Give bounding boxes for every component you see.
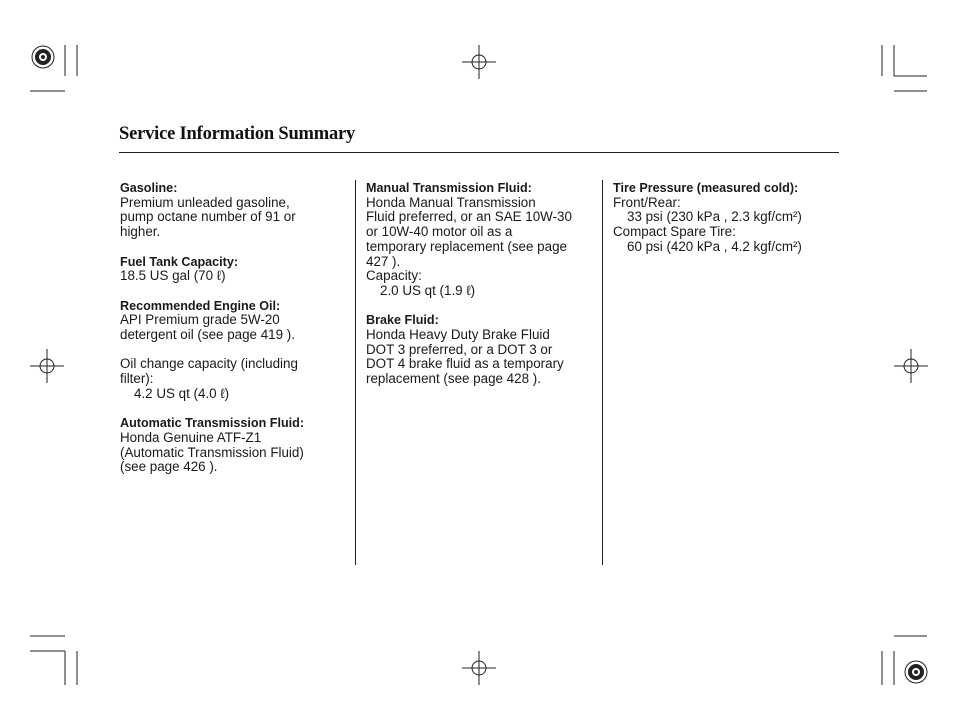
atf-section (120, 416, 345, 475)
gasoline-heading: Gasoline: (120, 181, 178, 195)
atf-text: Honda Genuine ATF-Z1 (120, 429, 262, 445)
gasoline-text: Premium unleaded gasoline, (120, 194, 290, 210)
gasoline-text: higher. (120, 224, 161, 240)
fuel-tank-value: 18.5 US gal (70 ℓ) (120, 268, 226, 284)
column-left (120, 181, 345, 490)
mtf-text: Honda Manual Transmission (366, 194, 536, 210)
spare-tire-label: Compact Spare Tire: (613, 224, 736, 240)
front-rear-label: Front/Rear: (613, 194, 681, 210)
title-rule (119, 152, 839, 153)
column-divider (355, 180, 356, 565)
mtf-text: or 10W-40 motor oil as a (366, 224, 513, 240)
engine-oil-section (120, 299, 345, 343)
brake-fluid-text: DOT 4 brake fluid as a temporary (366, 356, 564, 372)
page-title: Service Information Summary (119, 124, 356, 144)
tire-pressure-heading: Tire Pressure (measured cold): (613, 181, 799, 195)
brake-fluid-heading: Brake Fluid: (366, 313, 439, 328)
column-middle (366, 181, 591, 402)
fuel-tank-heading: Fuel Tank Capacity: (120, 254, 239, 269)
brake-fluid-text: replacement (see page 428 ). (366, 371, 541, 387)
oil-change-text: filter): (120, 371, 154, 387)
engine-oil-text: API Premium grade 5W-20 (120, 312, 280, 328)
brake-fluid-text: DOT 3 preferred, or a DOT 3 or (366, 341, 553, 357)
column-divider (602, 180, 603, 565)
mtf-text: 427 ). (366, 253, 401, 269)
oil-change-text: Oil change capacity (including (120, 356, 298, 372)
gasoline-text: pump octane number of 91 or (120, 209, 296, 225)
spare-tire-value: 60 psi (420 kPa , 4.2 kgf/cm²) (627, 238, 802, 254)
brake-fluid-section (366, 313, 591, 387)
fuel-tank-section (120, 255, 345, 284)
brake-fluid-text: Honda Heavy Duty Brake Fluid (366, 327, 550, 343)
tire-pressure-section (613, 181, 838, 255)
atf-heading: Automatic Transmission Fluid: (120, 416, 305, 431)
mtf-text: temporary replacement (see page (366, 238, 567, 254)
engine-oil-text: detergent oil (see page 419 ). (120, 327, 295, 342)
atf-text: (Automatic Transmission Fluid) (120, 444, 304, 460)
mtf-heading: Manual Transmission Fluid: (366, 181, 532, 195)
atf-text: (see page 426 ). (120, 459, 218, 475)
column-right (613, 181, 838, 269)
mtf-capacity-value: 2.0 US qt (1.9 ℓ) (380, 282, 476, 298)
engine-oil-heading: Recommended Engine Oil: (120, 298, 281, 313)
mtf-text: Fluid preferred, or an SAE 10W-30 (366, 209, 572, 225)
oil-change-value: 4.2 US qt (4.0 ℓ) (134, 385, 230, 401)
front-rear-value: 33 psi (230 kPa , 2.3 kgf/cm²) (627, 209, 802, 225)
mtf-capacity-label: Capacity: (366, 268, 422, 284)
gasoline-section (120, 181, 345, 240)
oil-change-section (120, 357, 345, 401)
mtf-section (366, 181, 591, 299)
